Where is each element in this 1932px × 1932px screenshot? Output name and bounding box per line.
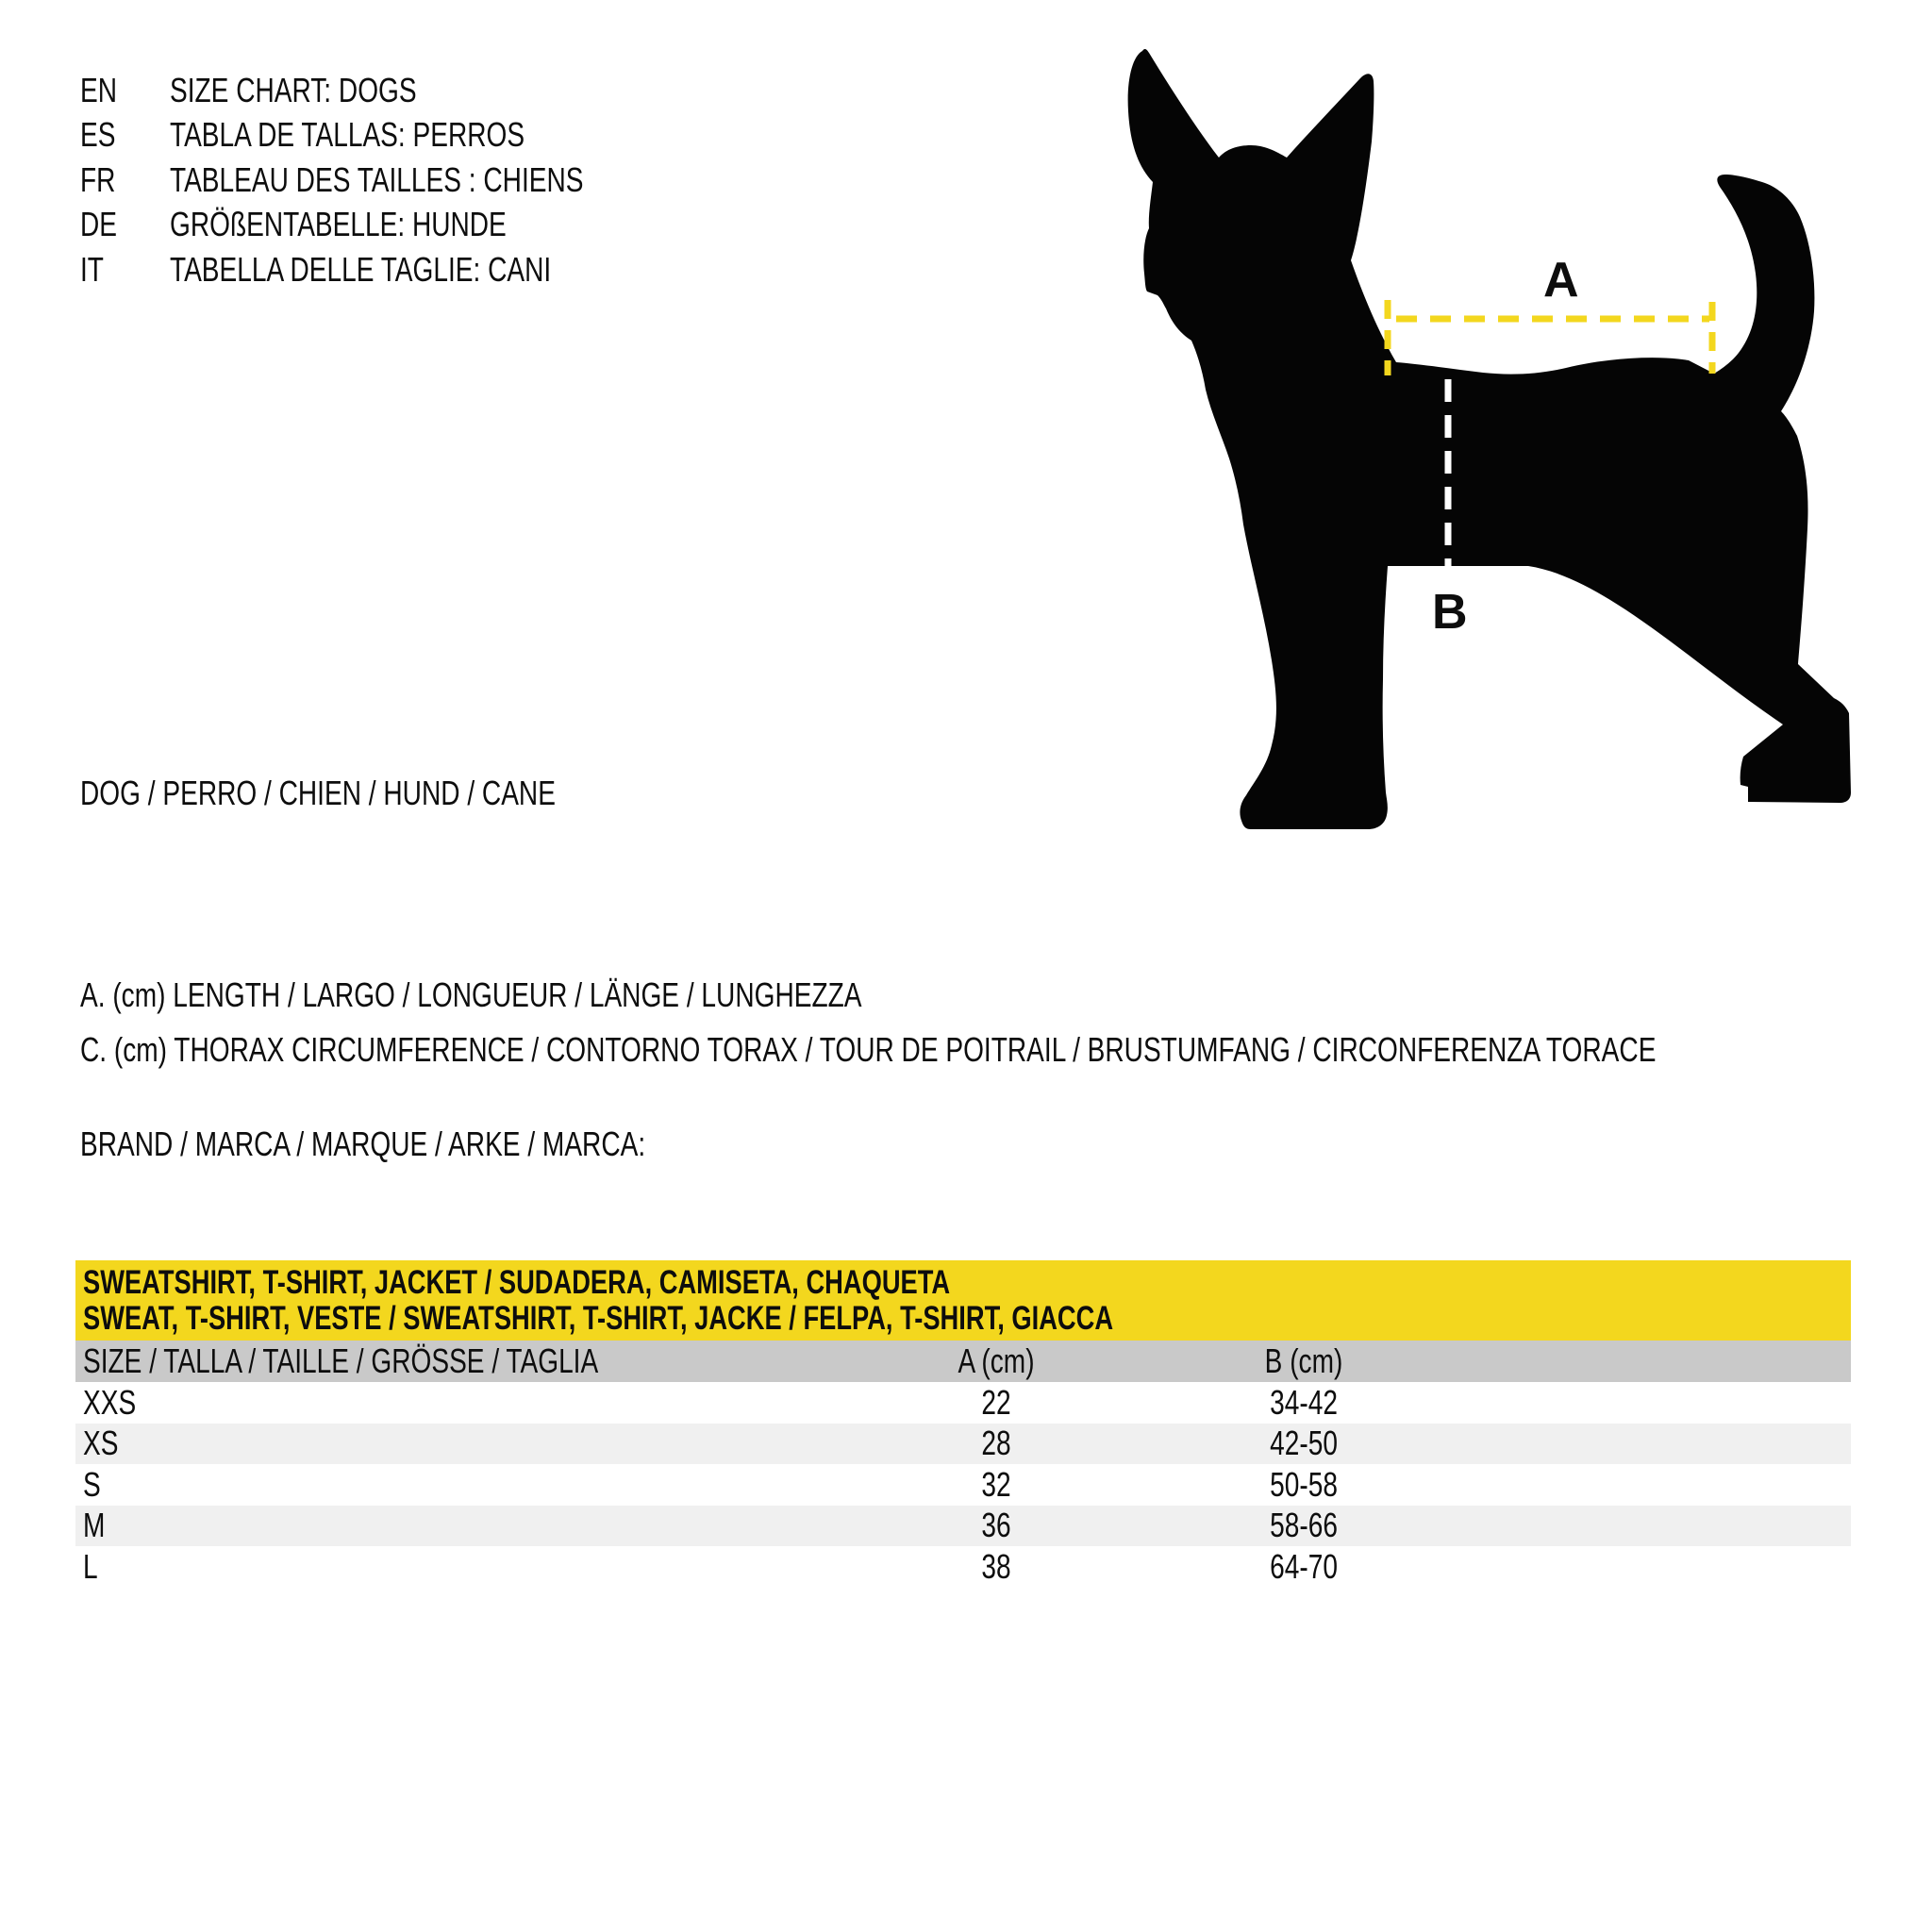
- table-row-l: [75, 1546, 1851, 1588]
- a-value: 32: [981, 1464, 1011, 1504]
- b-value: 58-66: [1270, 1506, 1338, 1545]
- table-title-line1: SWEATSHIRT, T-SHIRT, JACKET / SUDADERA, CAMISETA, CHAQUETA: [83, 1264, 951, 1301]
- legend-line-a: A. (cm) LENGTH / LARGO / LONGUEUR / LÄNGE / LUNGHEZZA: [80, 975, 862, 1014]
- a-value: 36: [981, 1506, 1011, 1545]
- lang-code: EN: [80, 70, 118, 109]
- table-title-line2: SWEAT, T-SHIRT, VESTE / SWEATSHIRT, T-SHIRT, JACKE / FELPA, T-SHIRT, GIACCA: [83, 1300, 1114, 1337]
- lang-code: FR: [80, 159, 116, 199]
- brand-label: BRAND / MARCA / MARQUE / ARKE / MARCA:: [80, 1124, 646, 1163]
- a-value: 28: [981, 1424, 1011, 1463]
- title-text: GRÖßENTABELLE: HUNDE: [170, 205, 507, 244]
- table-row-s: [75, 1464, 1851, 1506]
- a-value: 22: [981, 1382, 1011, 1422]
- size-table: [75, 1260, 1851, 1588]
- a-value: 38: [981, 1546, 1011, 1586]
- measurement-legend: [80, 968, 1932, 1077]
- title-text: TABLA DE TALLAS: PERROS: [170, 115, 525, 155]
- dog-silhouette-icon: [1128, 49, 1851, 829]
- marker-a-label: A: [1543, 253, 1579, 308]
- col-header-b: B (cm): [1264, 1341, 1343, 1380]
- title-text: TABELLA DELLE TAGLIE: CANI: [170, 249, 552, 289]
- table-title-band: [75, 1260, 1851, 1341]
- table-row-m: [75, 1506, 1851, 1547]
- lang-code: IT: [80, 249, 104, 289]
- title-text: TABLEAU DES TAILLES : CHIENS: [170, 159, 584, 199]
- col-header-size: SIZE / TALLA / TAILLE / GRÖSSE / TAGLIA: [83, 1341, 599, 1380]
- animal-label: DOG / PERRO / CHIEN / HUND / CANE: [80, 774, 556, 812]
- b-value: 42-50: [1270, 1424, 1338, 1463]
- size-value: XXS: [83, 1382, 137, 1422]
- lang-code: DE: [80, 205, 118, 244]
- title-text: SIZE CHART: DOGS: [170, 70, 417, 109]
- size-value: L: [83, 1546, 98, 1586]
- size-value: M: [83, 1506, 106, 1545]
- legend-line-c: C. (cm) THORAX CIRCUMFERENCE / CONTORNO TORAX / TOUR DE POITRAIL / BRUSTUMFANG / CIRCONFERENZA TORACE: [80, 1030, 1657, 1069]
- b-value: 64-70: [1270, 1546, 1338, 1586]
- lang-code: ES: [80, 115, 116, 155]
- size-value: XS: [83, 1424, 119, 1463]
- table-row-xs: [75, 1424, 1851, 1465]
- b-value: 50-58: [1270, 1464, 1338, 1504]
- col-header-a: A (cm): [958, 1341, 1035, 1380]
- size-value: S: [83, 1464, 101, 1504]
- table-row-xxs: [75, 1382, 1851, 1424]
- marker-b-label: B: [1432, 585, 1468, 640]
- b-value: 34-42: [1270, 1382, 1338, 1422]
- table-header-row: [75, 1341, 1851, 1382]
